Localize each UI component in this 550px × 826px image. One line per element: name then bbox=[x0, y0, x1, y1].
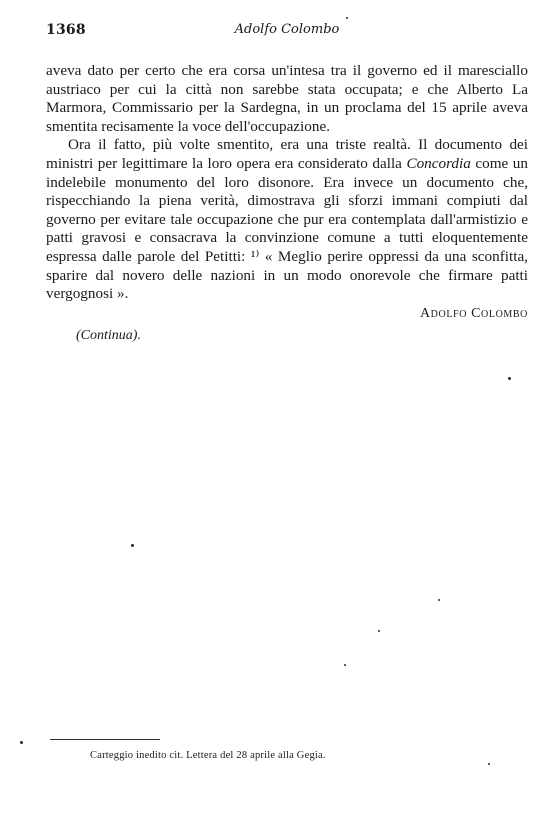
page-header bbox=[46, 22, 528, 42]
scan-speck bbox=[344, 664, 346, 666]
page-number: 1368 bbox=[46, 22, 86, 38]
italic-newspaper-title: Concordia bbox=[406, 154, 471, 172]
body-text bbox=[46, 62, 528, 304]
scan-speck bbox=[438, 599, 440, 601]
footnote-divider bbox=[50, 739, 160, 740]
scan-speck bbox=[131, 544, 134, 547]
author-signature: Adolfo Colombo bbox=[419, 306, 528, 321]
scan-speck bbox=[488, 763, 490, 765]
running-title: Adolfo Colombo bbox=[234, 22, 340, 37]
continua-note: (Continua). bbox=[76, 328, 141, 343]
footnote-text: Carteggio inedito cit. Lettera del 28 aprile alla Gegia. bbox=[90, 750, 326, 761]
scan-speck bbox=[378, 630, 380, 632]
scan-speck bbox=[346, 17, 348, 19]
paragraph-2-text-b: come un indelebile monumento del loro disonore. Era invece un documento che, rispecchiando la piena verità, dimostrava gli sforzi immani compiuti dal governo per evitare tale occupazione che pur era contemplata dall'armistizio e patti gravosi e consacrava la convinzione comune a tutti eloquentemente espressa dalle parole del Petitti: bbox=[46, 154, 528, 265]
paragraph-2 bbox=[46, 136, 528, 303]
paragraph-1: aveva dato per certo che era corsa un'intesa tra il governo ed il maresciallo austriaco per cui la città non sarebbe stata occupata; e che Alberto La Marmora, Commissario per la Sardegna, in un proclama del 15 aprile aveva smentita recisamente la voce dell'occupazione. bbox=[46, 62, 528, 135]
paragraph-2-quote: « Meglio perire oppressi da una sconfitta, sparire dal novero delle nazioni in un modo onorevole che firmare patti vergognosi ». bbox=[46, 247, 528, 303]
footnote-marker: ¹⁾ bbox=[250, 247, 260, 265]
scan-speck bbox=[508, 377, 511, 380]
paragraph-2-text-a: Ora il fatto, più volte smentito, era una triste realtà. Il documento dei ministri per legittimare la loro opera era considerato dalla bbox=[46, 136, 528, 172]
scan-speck bbox=[20, 741, 23, 744]
